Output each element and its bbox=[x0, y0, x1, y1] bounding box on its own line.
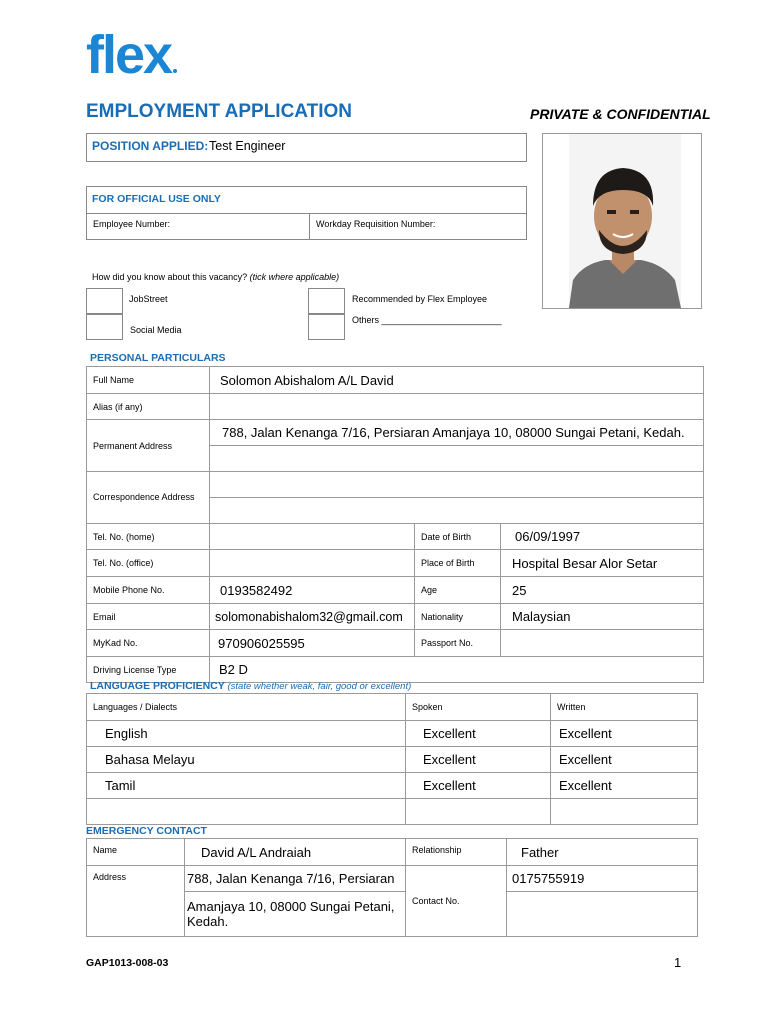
alias-label: Alias (if any) bbox=[87, 394, 210, 420]
position-applied-box bbox=[86, 133, 527, 162]
mykad-label: MyKad No. bbox=[87, 630, 210, 657]
vacancy-question-text: How did you know about this vacancy? bbox=[92, 272, 248, 282]
driving-license-label: Driving License Type bbox=[87, 657, 210, 683]
language-proficiency-heading bbox=[90, 680, 411, 692]
mobile-label: Mobile Phone No. bbox=[87, 577, 210, 604]
email-label: Email bbox=[87, 604, 210, 630]
vacancy-hint: (tick where applicable) bbox=[249, 272, 340, 282]
col-languages: Languages / Dialects bbox=[87, 694, 406, 721]
emergency-address-line1[interactable]: 788, Jalan Kenanga 7/16, Persiaran bbox=[185, 866, 406, 892]
emergency-name-value[interactable]: David A/L Andraiah bbox=[185, 839, 406, 866]
dob-label: Date of Birth bbox=[415, 524, 501, 550]
permanent-address-value[interactable]: 788, Jalan Kenanga 7/16, Persiaran Amanjaya 10, 08000 Sungai Petani, Kedah. bbox=[210, 420, 704, 446]
language-written[interactable]: Excellent bbox=[551, 773, 698, 799]
position-applied-value[interactable]: Test Engineer bbox=[209, 139, 286, 153]
emergency-contact-table bbox=[86, 838, 698, 937]
col-spoken: Spoken bbox=[406, 694, 551, 721]
recommended-label: Recommended by Flex Employee bbox=[352, 294, 488, 304]
contact-no-label: Contact No. bbox=[406, 866, 507, 937]
logo-dot-icon bbox=[173, 69, 177, 73]
tel-home-label: Tel. No. (home) bbox=[87, 524, 210, 550]
position-applied-label: POSITION APPLIED: bbox=[92, 139, 209, 153]
employee-number-label: Employee Number: bbox=[93, 219, 171, 229]
vacancy-question bbox=[92, 272, 339, 282]
mykad-value[interactable]: 970906025595 bbox=[210, 630, 415, 657]
social-media-label: Social Media bbox=[130, 325, 182, 335]
language-name[interactable]: Tamil bbox=[87, 773, 406, 799]
language-name[interactable]: Bahasa Melayu bbox=[87, 747, 406, 773]
requisition-number-label: Workday Requisition Number: bbox=[316, 219, 436, 229]
applicant-photo bbox=[542, 133, 702, 309]
passport-label: Passport No. bbox=[415, 630, 501, 657]
contact-no-value[interactable]: 0175755919 bbox=[507, 866, 698, 892]
jobstreet-label: JobStreet bbox=[129, 294, 168, 304]
language-name[interactable]: English bbox=[87, 721, 406, 747]
language-spoken[interactable]: Excellent bbox=[406, 747, 551, 773]
jobstreet-checkbox[interactable] bbox=[86, 288, 123, 314]
emergency-contact-heading: EMERGENCY CONTACT bbox=[86, 825, 207, 837]
confidential-label: PRIVATE & CONFIDENTIAL bbox=[530, 106, 711, 122]
full-name-label: Full Name bbox=[87, 367, 210, 394]
language-written[interactable]: Excellent bbox=[551, 747, 698, 773]
tel-office-label: Tel. No. (office) bbox=[87, 550, 210, 577]
language-written[interactable]: Excellent bbox=[551, 721, 698, 747]
pob-label: Place of Birth bbox=[415, 550, 501, 577]
document-code: GAP1013-008-03 bbox=[86, 957, 169, 969]
emergency-address-line2[interactable]: Amanjaya 10, 08000 Sungai Petani, Kedah. bbox=[185, 892, 406, 937]
personal-particulars-table bbox=[86, 366, 704, 683]
correspondence-address-line1[interactable] bbox=[210, 472, 704, 498]
relationship-value[interactable]: Father bbox=[507, 839, 698, 866]
correspondence-address-label: Correspondence Address bbox=[87, 472, 210, 524]
col-written: Written bbox=[551, 694, 698, 721]
others-label: Others ________________________ bbox=[352, 315, 502, 325]
personal-particulars-heading: PERSONAL PARTICULARS bbox=[90, 352, 226, 364]
recommended-checkbox[interactable] bbox=[308, 288, 345, 314]
page-title: EMPLOYMENT APPLICATION bbox=[86, 101, 352, 122]
alias-value[interactable] bbox=[210, 394, 704, 420]
page-number: 1 bbox=[674, 955, 682, 970]
age-label: Age bbox=[415, 577, 501, 604]
language-heading-text: LANGUAGE PROFICIENCY bbox=[90, 680, 225, 692]
language-spoken[interactable]: Excellent bbox=[406, 721, 551, 747]
nationality-label: Nationality bbox=[415, 604, 501, 630]
dob-value[interactable]: 06/09/1997 bbox=[501, 524, 704, 550]
pob-value[interactable]: Hospital Besar Alor Setar bbox=[501, 550, 704, 577]
language-row bbox=[87, 773, 698, 799]
language-row bbox=[87, 747, 698, 773]
nationality-value[interactable]: Malaysian bbox=[501, 604, 704, 630]
flex-logo: flex bbox=[86, 28, 177, 82]
correspondence-address-line2[interactable] bbox=[210, 498, 704, 524]
tel-office-value[interactable] bbox=[210, 550, 415, 577]
emergency-name-label: Name bbox=[87, 839, 185, 866]
language-table bbox=[86, 693, 698, 825]
full-name-value[interactable]: Solomon Abishalom A/L David bbox=[210, 367, 704, 394]
driving-license-value[interactable]: B2 D bbox=[210, 657, 704, 683]
language-name-empty[interactable] bbox=[87, 799, 406, 825]
official-vdivider bbox=[309, 213, 310, 239]
others-checkbox[interactable] bbox=[308, 314, 345, 340]
social-media-checkbox[interactable] bbox=[86, 314, 123, 340]
official-use-box bbox=[86, 186, 527, 240]
applicant-photo-image bbox=[543, 134, 701, 308]
language-row bbox=[87, 721, 698, 747]
relationship-label: Relationship bbox=[406, 839, 507, 866]
permanent-address-label: Permanent Address bbox=[87, 420, 210, 472]
language-spoken[interactable]: Excellent bbox=[406, 773, 551, 799]
language-written-empty[interactable] bbox=[551, 799, 698, 825]
tel-home-value[interactable] bbox=[210, 524, 415, 550]
language-row-empty bbox=[87, 799, 698, 825]
emergency-address-label: Address bbox=[87, 866, 185, 937]
contact-no-extra[interactable] bbox=[507, 892, 698, 937]
passport-value[interactable] bbox=[501, 630, 704, 657]
official-use-heading: FOR OFFICIAL USE ONLY bbox=[92, 193, 221, 205]
permanent-address-line2[interactable] bbox=[210, 446, 704, 472]
age-value[interactable]: 25 bbox=[501, 577, 704, 604]
language-hint: (state whether weak, fair, good or excellent) bbox=[227, 681, 412, 692]
official-divider bbox=[87, 213, 526, 214]
email-value[interactable]: solomonabishalom32@gmail.com bbox=[210, 604, 415, 630]
language-spoken-empty[interactable] bbox=[406, 799, 551, 825]
mobile-value[interactable]: 0193582492 bbox=[210, 577, 415, 604]
